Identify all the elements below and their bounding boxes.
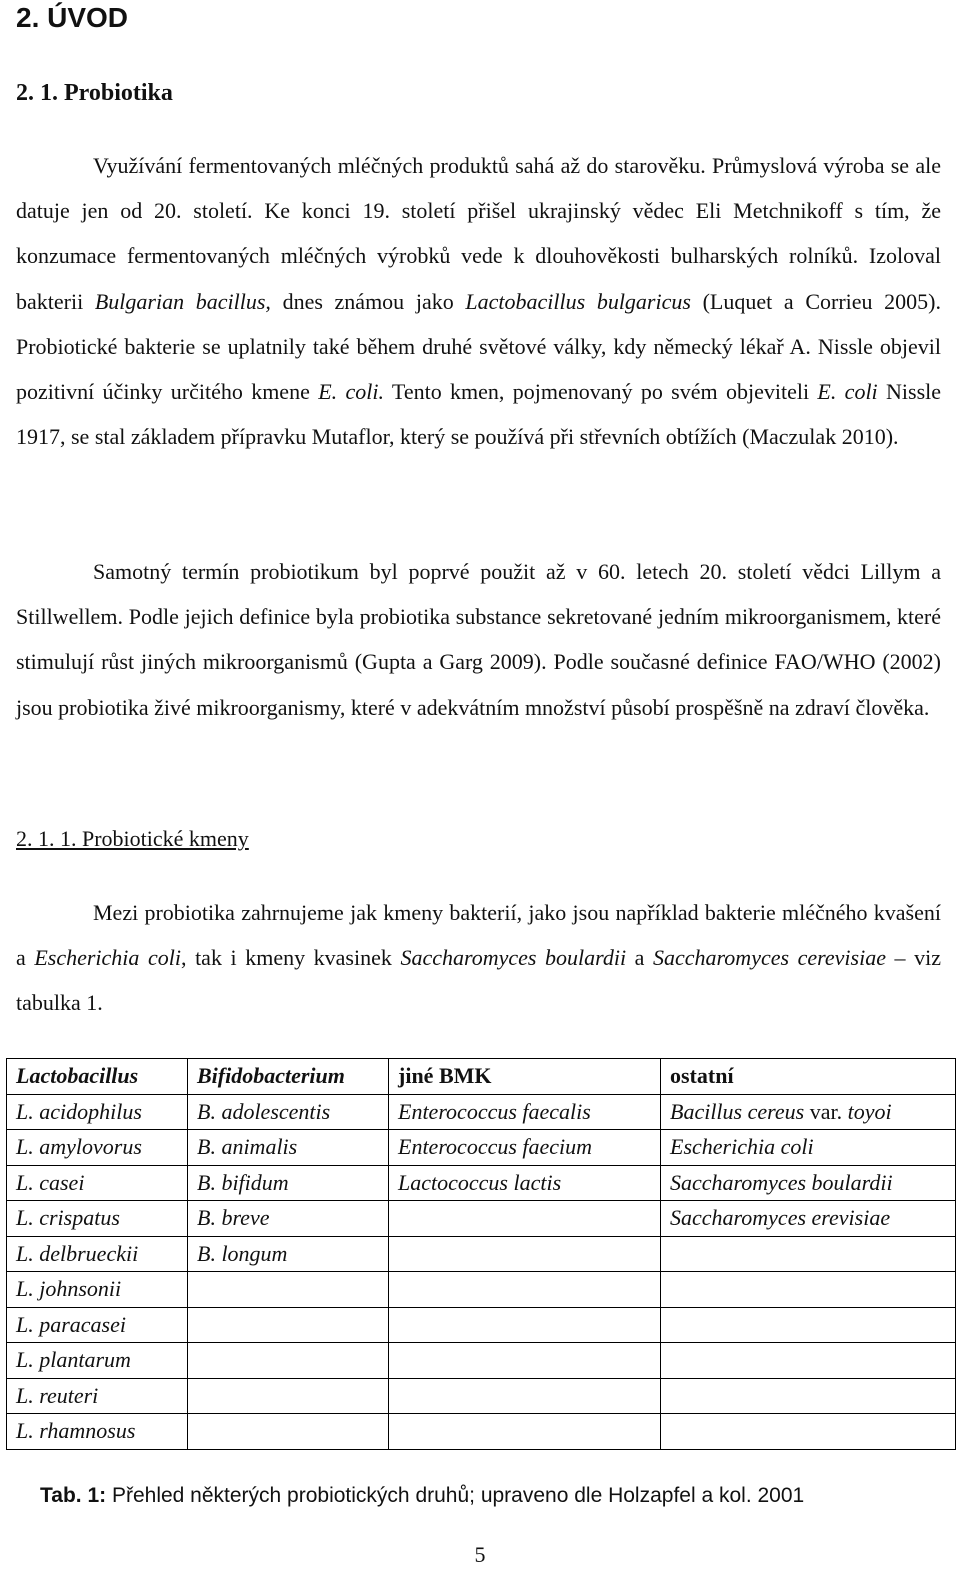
- table-cell: [661, 1343, 956, 1379]
- table-cell: [661, 1307, 956, 1343]
- table-row: [7, 1307, 956, 1343]
- table-cell: [661, 1236, 956, 1272]
- table-cell: [661, 1378, 956, 1414]
- table-cell: [389, 1414, 661, 1450]
- table-caption: [40, 1484, 804, 1508]
- table-cell: [188, 1272, 389, 1308]
- table-row: [7, 1201, 956, 1237]
- text-run: – viz tabulka 1.: [16, 945, 942, 1016]
- italic-term: Lactobacillus bulgaricus: [465, 288, 691, 314]
- chapter-heading: 2. ÚVOD: [16, 2, 129, 33]
- page-number: 5: [474, 1542, 486, 1567]
- table-row: [7, 1378, 956, 1414]
- table-cell: [389, 1378, 661, 1414]
- italic-term: Bulgarian bacillus,: [94, 288, 271, 314]
- text-run: (Luquet a Corrieu 2005). Probiotické bakterie se uplatnily také během druhé světové války, kdy německý lékař A. Nissle objevil pozitivní účinky určitého kmene: [16, 288, 941, 405]
- text-run: Tento kmen, pojmenovaný po svém objeviteli: [383, 379, 818, 405]
- subsection-heading: 2. 1. 1. Probiotické kmeny: [16, 826, 249, 851]
- text-run: Nissle 1917, se stal základem přípravku Mutaflor, který se používá při střevních obtížích (Maczulak 2010).: [16, 379, 942, 450]
- table-cell: L. reuteri: [7, 1378, 188, 1414]
- table-cell: [661, 1094, 956, 1130]
- table-cell: [389, 1307, 661, 1343]
- probiotic-strains-table: [6, 1058, 956, 1450]
- table-cell: B. adolescentis: [188, 1094, 389, 1130]
- italic-term: Saccharomyces boulardii: [400, 945, 627, 971]
- table-cell: [188, 1414, 389, 1450]
- caption-text: Přehled některých probiotických druhů; upraveno dle Holzapfel a kol. 2001: [106, 1484, 805, 1507]
- italic-term: E. coli.: [318, 379, 384, 405]
- table-row: [7, 1414, 956, 1450]
- section-heading: 2. 1. Probiotika: [16, 80, 173, 106]
- variety-name: toyoi: [842, 1098, 892, 1124]
- table-cell: B. animalis: [188, 1130, 389, 1166]
- table-cell: [661, 1414, 956, 1450]
- table-cell: L. delbrueckii: [7, 1236, 188, 1272]
- table-header-cell: Lactobacillus: [7, 1059, 188, 1095]
- table-header-cell: jiné BMK: [389, 1059, 661, 1095]
- text-run: Mezi probiotika zahrnujeme jak kmeny bakterií, jako jsou například bakterie mléčného kvašení a: [16, 900, 941, 971]
- table-cell: [389, 1236, 661, 1272]
- table-cell: Escherichia coli: [661, 1130, 956, 1166]
- table-cell: L. johnsonii: [7, 1272, 188, 1308]
- table-cell: Saccharomyces boulardii: [661, 1165, 956, 1201]
- table-cell: B. breve: [188, 1201, 389, 1237]
- table-header-cell: Bifidobacterium: [188, 1059, 389, 1095]
- text-run: , tak i kmeny kvasinek: [181, 945, 401, 971]
- text-run: Využívání fermentovaných mléčných produktů sahá až do starověku. Průmyslová výroba se ale datuje jen od 20. století. Ke konci 19. století přišel ukrajinský vědec Eli Metchnikoff s tím, že konzumace fermentovaných mléčných výrobků vede k dlouhověkosti bulharských rolníků. Izoloval bakterii: [16, 153, 941, 314]
- caption-label: Tab. 1:: [40, 1484, 107, 1507]
- text-run: a: [626, 945, 654, 971]
- table-cell: L. rhamnosus: [7, 1414, 188, 1450]
- table-row: [7, 1130, 956, 1166]
- table-cell: L. casei: [7, 1165, 188, 1201]
- table-cell: L. plantarum: [7, 1343, 188, 1379]
- table-cell: [389, 1343, 661, 1379]
- table-cell: [188, 1378, 389, 1414]
- table-cell: L. acidophilus: [7, 1094, 188, 1130]
- table-cell: [661, 1272, 956, 1308]
- table-cell: L. paracasei: [7, 1307, 188, 1343]
- table-cell: Enterococcus faecium: [389, 1130, 661, 1166]
- text-run: Samotný termín probiotikum byl poprvé použit až v 60. letech 20. století vědci Lillym a Stillwellem. Podle jejich definice byla probiotika substance sekretované jedním mikroorganismem, které stimulují růst jiných mikroorganismů (Gupta a Garg 2009). Podle současné definice FAO/WHO (2002) jsou probiotika živé mikroorganismy, které v adekvátním množství působí prospěšně na zdraví člověka.: [16, 559, 941, 720]
- table-cell: [389, 1272, 661, 1308]
- italic-term: E. coli: [817, 379, 878, 405]
- variety-label: var.: [804, 1098, 843, 1124]
- table-cell: B. bifidum: [188, 1165, 389, 1201]
- italic-term: Escherichia coli: [34, 945, 181, 971]
- text-run: dnes známou jako: [270, 288, 466, 314]
- table-row: [7, 1094, 956, 1130]
- paragraph-strains: [16, 890, 941, 1026]
- table-header-row: [7, 1059, 956, 1095]
- table-row: [7, 1165, 956, 1201]
- table-cell: [188, 1343, 389, 1379]
- table-cell: Saccharomyces erevisiae: [661, 1201, 956, 1237]
- table-cell: B. longum: [188, 1236, 389, 1272]
- table-cell: Enterococcus faecalis: [389, 1094, 661, 1130]
- table-cell: L. amylovorus: [7, 1130, 188, 1166]
- paragraph-history: [16, 143, 941, 459]
- table-row: [7, 1236, 956, 1272]
- table-cell: [188, 1307, 389, 1343]
- species-name: Bacillus cereus: [670, 1098, 805, 1124]
- table-row: [7, 1343, 956, 1379]
- italic-term: Saccharomyces cerevisiae: [653, 945, 886, 971]
- table-row: [7, 1272, 956, 1308]
- paragraph-definition: [16, 549, 941, 730]
- table-header-cell: ostatní: [661, 1059, 956, 1095]
- table-cell: L. crispatus: [7, 1201, 188, 1237]
- table-cell: Lactococcus lactis: [389, 1165, 661, 1201]
- table-cell: [389, 1201, 661, 1237]
